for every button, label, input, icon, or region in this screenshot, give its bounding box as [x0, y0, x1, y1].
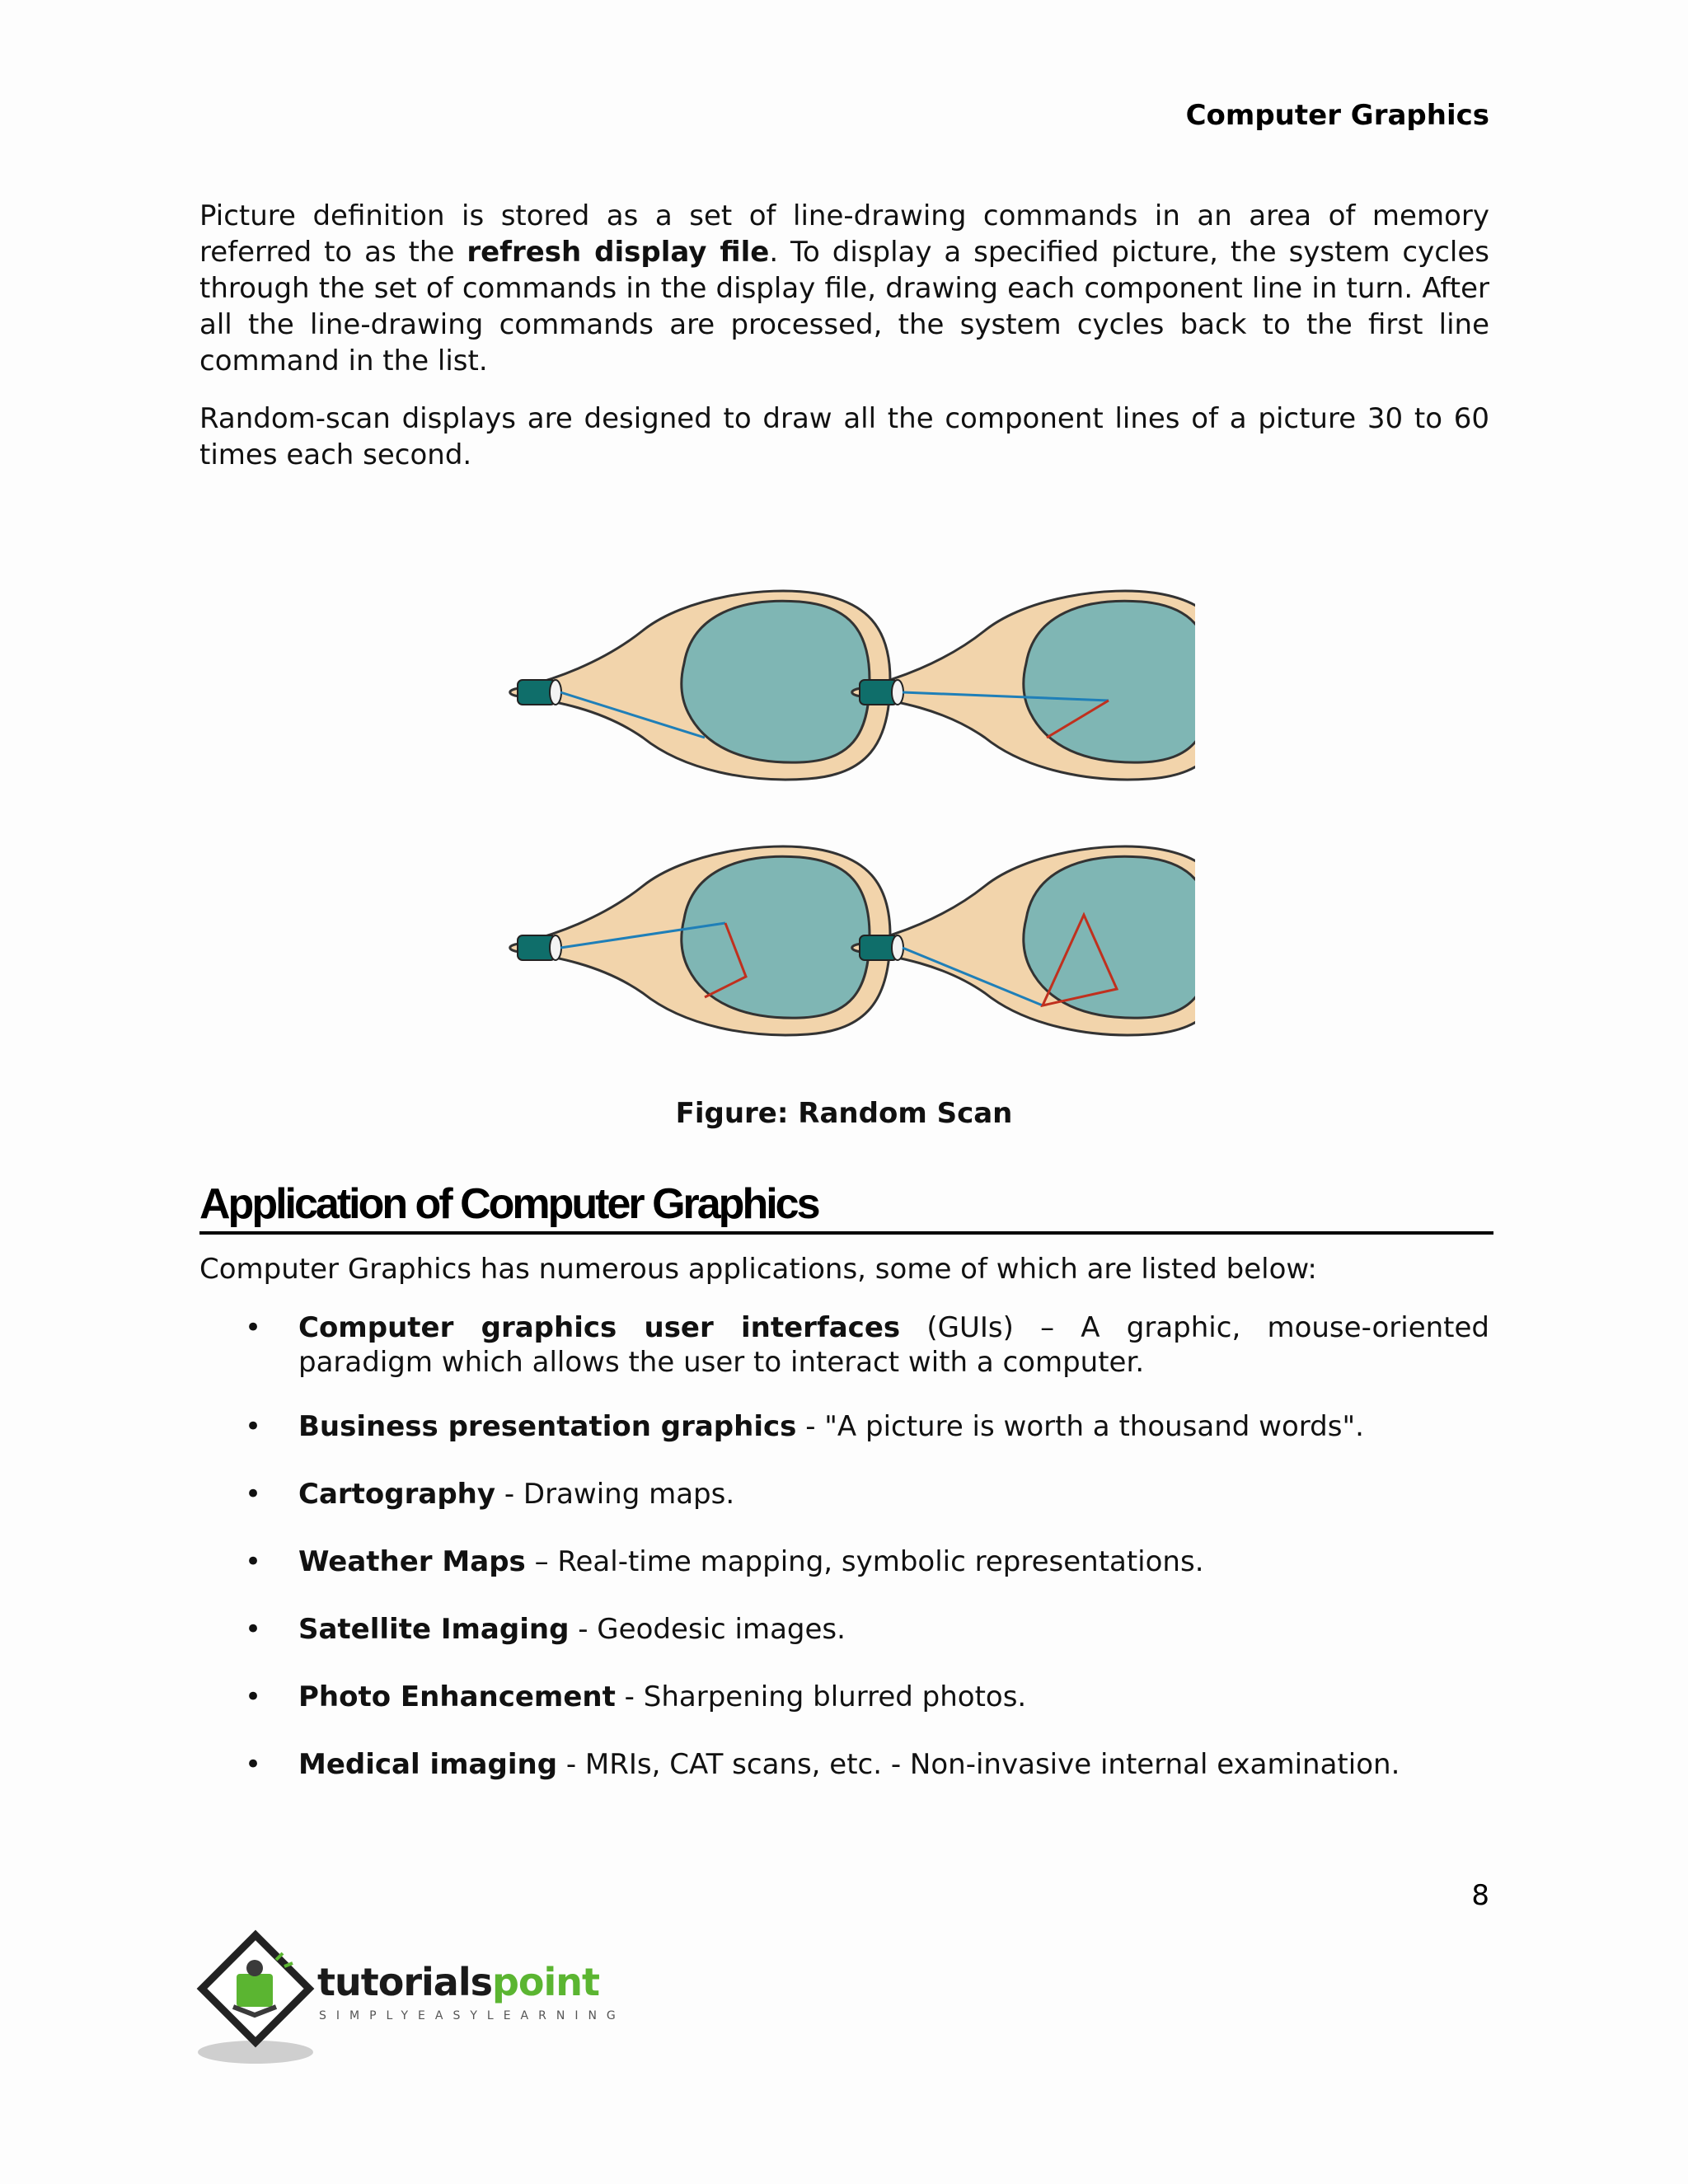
list-item — [199, 1409, 1489, 1444]
diamond-logo-icon — [194, 1929, 326, 2069]
bullet-icon: • — [245, 1545, 262, 1578]
bullet-icon: • — [245, 1613, 262, 1646]
random-scan-illustration — [495, 540, 1195, 1076]
bullet-icon: • — [245, 1478, 262, 1511]
application-term: Satellite Imaging — [298, 1613, 570, 1646]
application-desc: - MRIs, CAT scans, etc. - Non-invasive internal examination. — [557, 1748, 1400, 1781]
tutorialspoint-logo — [194, 1929, 626, 2069]
section-heading: Application of Computer Graphics — [199, 1177, 1493, 1235]
running-header: Computer Graphics — [1185, 99, 1489, 132]
application-desc: (GUIs) – A graphic, mouse-oriented paradigm which allows the user to interact with a computer. — [298, 1311, 1489, 1379]
applications-intro: Computer Graphics has numerous applications, some of which are listed below: — [199, 1253, 1317, 1286]
crt-panel-3 — [510, 846, 890, 1035]
application-term: Photo Enhancement — [298, 1680, 616, 1713]
list-item — [199, 1612, 1489, 1647]
paragraph-text: Picture definition is stored as a set of line-drawing commands in an area of memory referred to as the — [199, 199, 1489, 269]
application-desc: - Drawing maps. — [495, 1478, 735, 1511]
bullet-icon: • — [245, 1410, 262, 1443]
application-term: Computer graphics user interfaces — [298, 1311, 901, 1344]
paragraph-random-scan-rate: Random-scan displays are designed to draw all the component lines of a picture 30 to 60 times each second. — [199, 402, 1489, 471]
application-desc: – Real-time mapping, symbolic representations. — [525, 1545, 1204, 1578]
application-desc: - Sharpening blurred photos. — [615, 1680, 1027, 1713]
list-item — [199, 1477, 1489, 1511]
bullet-icon: • — [245, 1680, 262, 1713]
list-item — [199, 1747, 1489, 1782]
logo-wordmark: tutorialspoint — [317, 1960, 600, 2004]
list-item — [199, 1310, 1489, 1380]
bold-term: refresh display file — [467, 236, 770, 269]
random-scan-figure — [495, 540, 1195, 1076]
crt-panel-1 — [510, 591, 890, 780]
paragraph-text: . To display a specified picture, the system cycles through the set of commands in the display file, drawing each component line in turn. After all the line-drawing commands are processed, the system cycles back to the first line command in the list. — [199, 236, 1490, 377]
page-number: 8 — [1471, 1879, 1489, 1912]
logo-tagline: SIMPLYEASYLEARNING — [319, 2009, 626, 2022]
crt-panel-4 — [852, 846, 1195, 1035]
application-term: Cartography — [298, 1478, 496, 1511]
application-desc: - Geodesic images. — [569, 1613, 846, 1646]
application-desc: - "A picture is worth a thousand words". — [796, 1410, 1364, 1443]
application-term: Weather Maps — [298, 1545, 526, 1578]
list-item — [199, 1544, 1489, 1579]
applications-list — [199, 1310, 1489, 1782]
list-item — [199, 1680, 1489, 1714]
paragraph-refresh-display-file — [199, 198, 1489, 379]
bullet-icon: • — [245, 1311, 262, 1344]
bullet-icon: • — [245, 1748, 262, 1781]
application-term: Medical imaging — [298, 1748, 558, 1781]
crt-panel-2 — [852, 591, 1195, 780]
figure-caption: Figure: Random Scan — [675, 1097, 1013, 1130]
application-term: Business presentation graphics — [298, 1410, 797, 1443]
